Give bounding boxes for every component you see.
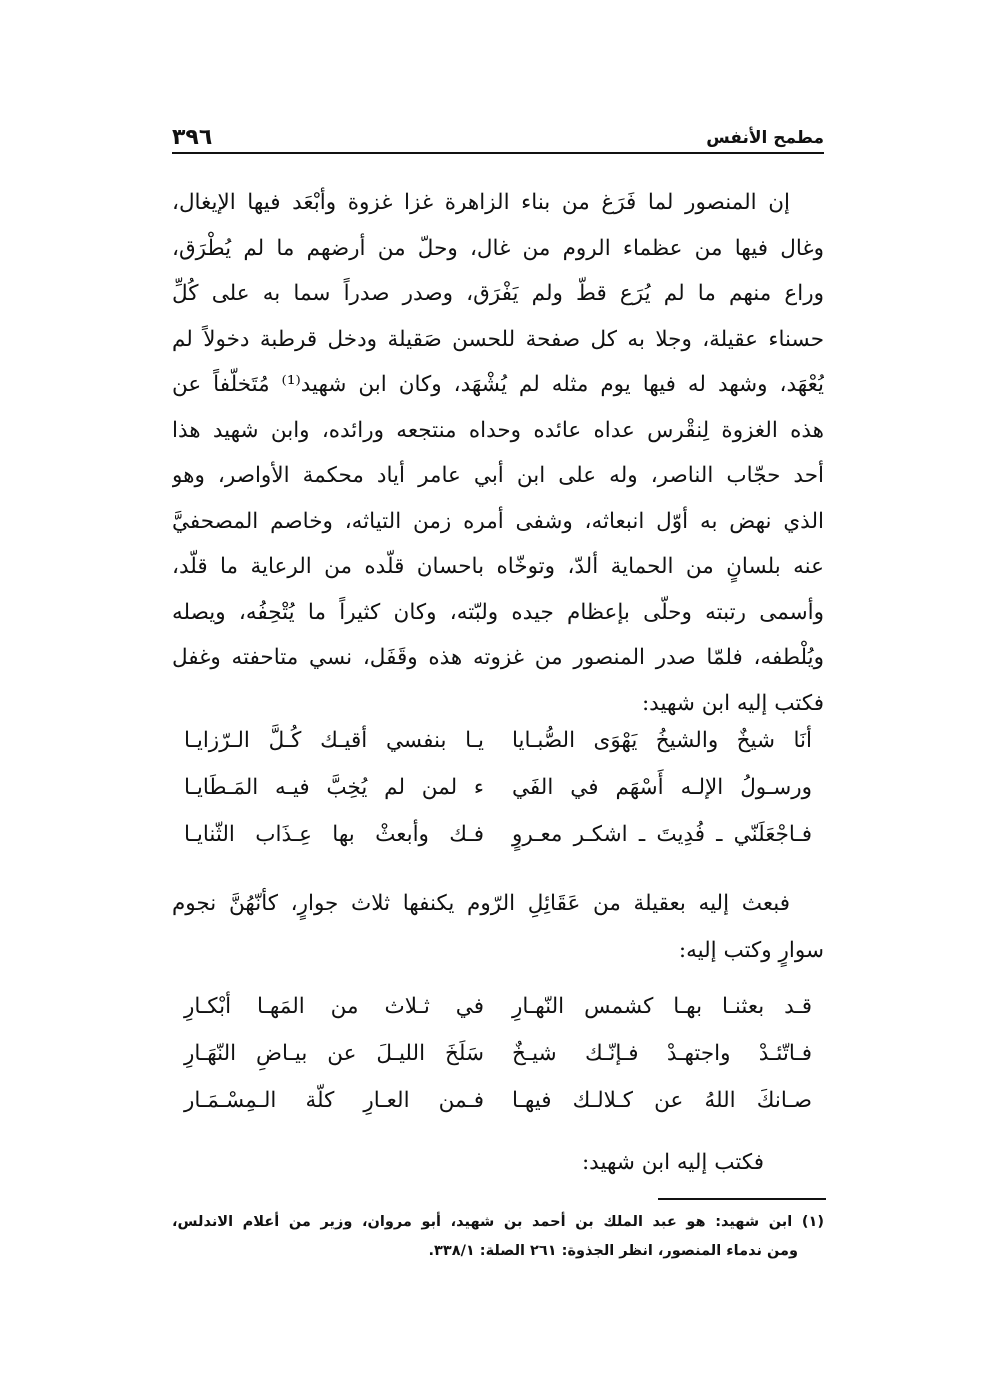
verse [172,1088,824,1135]
poem-second [172,994,824,1135]
text-line: وراع منهم ما لم يُرَع قطّ ولم يَفْرَق، وصدر صدراً سما به على كُلِّ [172,281,824,306]
poem-first [172,728,824,869]
verse [172,728,824,775]
page-number: ٣٩٦ [172,125,213,150]
verse [172,1041,824,1088]
hemistich-first: أنَا شيخٌ والشيخُ يَهْوَى الصُّبـايا [512,728,812,753]
hemistich-second: في ثـلاث من المَهـا أبْكـارِ [184,994,484,1019]
text-line: فبعث إليه بعقيلة من عَقَائِلِ الرّوم يكنفها ثلاث جوارٍ، كأنّهُنَّ نجوم [172,891,790,916]
hemistich-second: فـمن العـارِ كلّة الـمِسْـمَـار [184,1088,484,1113]
text-line: أحد حجّاب الناصر، وله على ابن أبي عامر أياد محكمة الأواصر، وهو [172,463,824,488]
hemistich-first: صـانكَ اللهُ عن كـلالـك فيهـا [512,1088,812,1113]
hemistich-second: سَلَخَ الليـلَ عن بيـاضِ النّهَـارِ [184,1041,484,1066]
hemistich-first: فـاتّئـدْ واجتهـدْ فـإنّـك شيـخٌ [512,1041,812,1066]
footnote [172,1208,824,1266]
footnote-line: (١) ابن شهيد: هو عبد الملك بن أحمد بن شهيد، أبو مروان، وزير من أعلام الاندلس، [172,1214,824,1230]
footnote-divider [658,1198,826,1200]
text-line: عنه بلسانٍ من الحماية ألدّ، وتوخّاه باحسان قلّده من الرعاية ما قلّد، [172,554,824,579]
hemistich-first: فـاجْعَلَنّي ـ فُدِيتَ ـ اشكـر معـروٍ [512,822,812,847]
text-line: حسناء عقيلة، وجلا به كل صفحة للحسن صَقيلة ودخل قرطبة دخولاً لم [172,326,824,352]
verse [172,822,824,869]
text-line: فكتب إليه ابن شهيد: [641,690,824,716]
text-line: سوارٍ وكتب إليه: [678,938,824,963]
text-line: ويُلْطفه، فلمّا صدر المنصور من غزوته هذه وقَفَل، نسي متاحفته وغفل [172,645,824,670]
text-line: يُعْهَد، وشهد له فيها يوم مثله لم يُشْهَد، وكان ابن شهيد⁽¹⁾ مُتَخلّفاً عن [172,372,824,397]
hemistich-second: يـا بنفسي أقيـك كُـلَّ الـرّزايـا [184,728,484,753]
main-paragraph [172,180,824,726]
hemistich-second: فـك وأبعثْ بها عِـذَاب الثّنايـا [184,822,484,847]
verse [172,775,824,822]
second-paragraph [172,880,824,974]
closing-line: فكتب إليه ابن شهيد: [581,1150,764,1175]
hemistich-first: ورسـولُ الإلـه أَسْهَم في الفَي [512,775,812,800]
footnote-line: ومن ندماء المنصور، انظر الجذوة: ٢٦١ الصلة: ٣٣٨/١. [428,1243,798,1259]
hemistich-first: قـد بعثنـا بهـا كشمس النّهـارِ [512,994,812,1019]
text-line: الذي نهض به أوّل انبعاثه، وشفى أمره زمن التياثه، وخاصم المصحفيَّ [172,508,824,534]
hemistich-second: ء لمن لم يُخِبَّ فيـه المَـطَايـا [184,775,484,800]
text-line: هذه الغزوة لِنقْرس عداه عائده وحداه منتجعه ورائده، وابن شهيد هذا [172,417,824,443]
running-title: مطمح الأنفس [706,128,824,148]
text-line: إن المنصور لما فَرَغ من بناء الزاهرة غزا غزوة وأبْعَد فيها الإيغال، [172,190,790,215]
text-line: وأسمى رتبته وحلّى بإعظام جيده ولبّته، وكان كثيراً ما يُتْحِفُه، ويصله [172,599,824,625]
text-line: وغال فيها من عظماء الروم من غال، وحلّ من أرضهم ما لم يُطْرَق، [172,235,824,261]
page-header [172,118,824,154]
verse [172,994,824,1041]
